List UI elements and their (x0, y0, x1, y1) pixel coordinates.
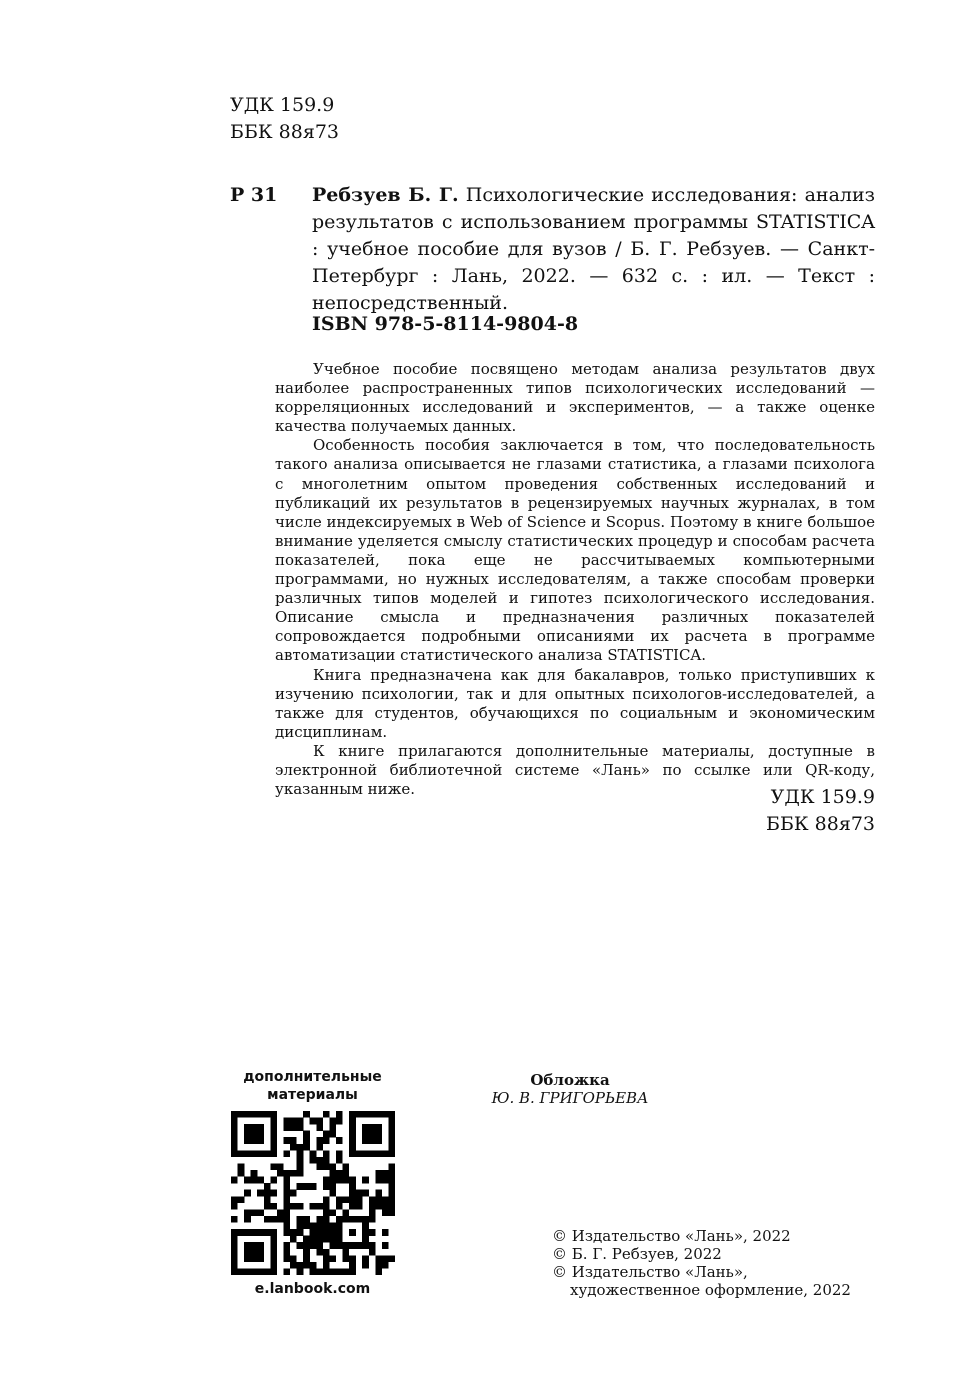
copyright-line: художественное оформление, 2022 (570, 1281, 851, 1299)
entry-description: Психологические исследования: анализ результатов с использованием программы STATISTICA : учебное пособие для вузов / Б. Г. Ребзуев. — Санкт-Петербург : Лань, 2022. — 632 с. : ил. — Текст : непосредственный. (312, 184, 875, 314)
udk-code-bottom: УДК 159.9 (770, 786, 875, 808)
cover-artist: Ю. В. ГРИГОРЬЕВА (491, 1089, 649, 1107)
cover-credit (470, 1071, 670, 1107)
qr-code-icon[interactable] (231, 1111, 395, 1275)
qr-block (230, 1068, 395, 1297)
copyright-line: © Издательство «Лань», (552, 1263, 748, 1281)
bbk-code-bottom: ББК 88я73 (765, 813, 875, 835)
entry-author: Ребзуев Б. Г. (312, 184, 459, 206)
qr-url[interactable]: e.lanbook.com (254, 1281, 371, 1297)
copyright-line: © Б. Г. Ребзуев, 2022 (552, 1245, 722, 1263)
annotation-paragraph: К книге прилагаются дополнительные материалы, доступные в электронной библиотечной системе «Лань» по ссылке или QR-коду, указанным ниже. (275, 741, 875, 799)
qr-caption-line: материалы (267, 1087, 358, 1103)
cover-label: Обложка (530, 1071, 610, 1089)
qr-caption (230, 1068, 395, 1104)
header-codes (230, 92, 339, 146)
annotation-paragraph: Учебное пособие посвящено методам анализа результатов двух наиболее распространенных типов психологических исследований — корреляционных исследований и экспериментов, — а также оценке качества получаемых данных. (275, 360, 875, 436)
udk-code: УДК 159.9 (230, 94, 335, 116)
annotation (275, 360, 875, 799)
bbk-code: ББК 88я73 (230, 121, 340, 143)
entry-body (312, 182, 875, 317)
copyright-line: © Издательство «Лань», 2022 (552, 1227, 791, 1245)
qr-caption-line: дополнительные (243, 1069, 382, 1085)
copyright-block (552, 1227, 851, 1299)
author-sign: Р 31 (230, 184, 278, 206)
annotation-paragraph: Книга предназначена как для бакалавров, только приступивших к изучению психологии, так и для опытных психологов-исследователей, а также для студентов, обучающихся по социальным и экономическим дисциплинам. (275, 665, 875, 741)
annotation-paragraph: Особенность пособия заключается в том, что последовательность такого анализа описывается не глазами статистика, а глазами психолога с многолетним опытом проведения собственных исследований и публикаций их результатов в рецензируемых научных журналах, в том числе индексируемых в Web of Science и Scopus. Поэтому в книге большое внимание уделяется смыслу статистических процедур и способам расчета показателей, пока еще не рассчитываемых компьютерными программами, но нужных исследователям, а также способам проверки различных типов моделей и гипотез психологического исследования. Описание смысла и предназначения различных показателей сопровождается подробными описаниями их расчета в программе автоматизации статистического анализа STATISTICA. (275, 436, 875, 665)
footer-codes (766, 784, 875, 838)
isbn: ISBN 978-5-8114-9804-8 (312, 313, 579, 335)
bibliographic-entry (230, 182, 875, 317)
